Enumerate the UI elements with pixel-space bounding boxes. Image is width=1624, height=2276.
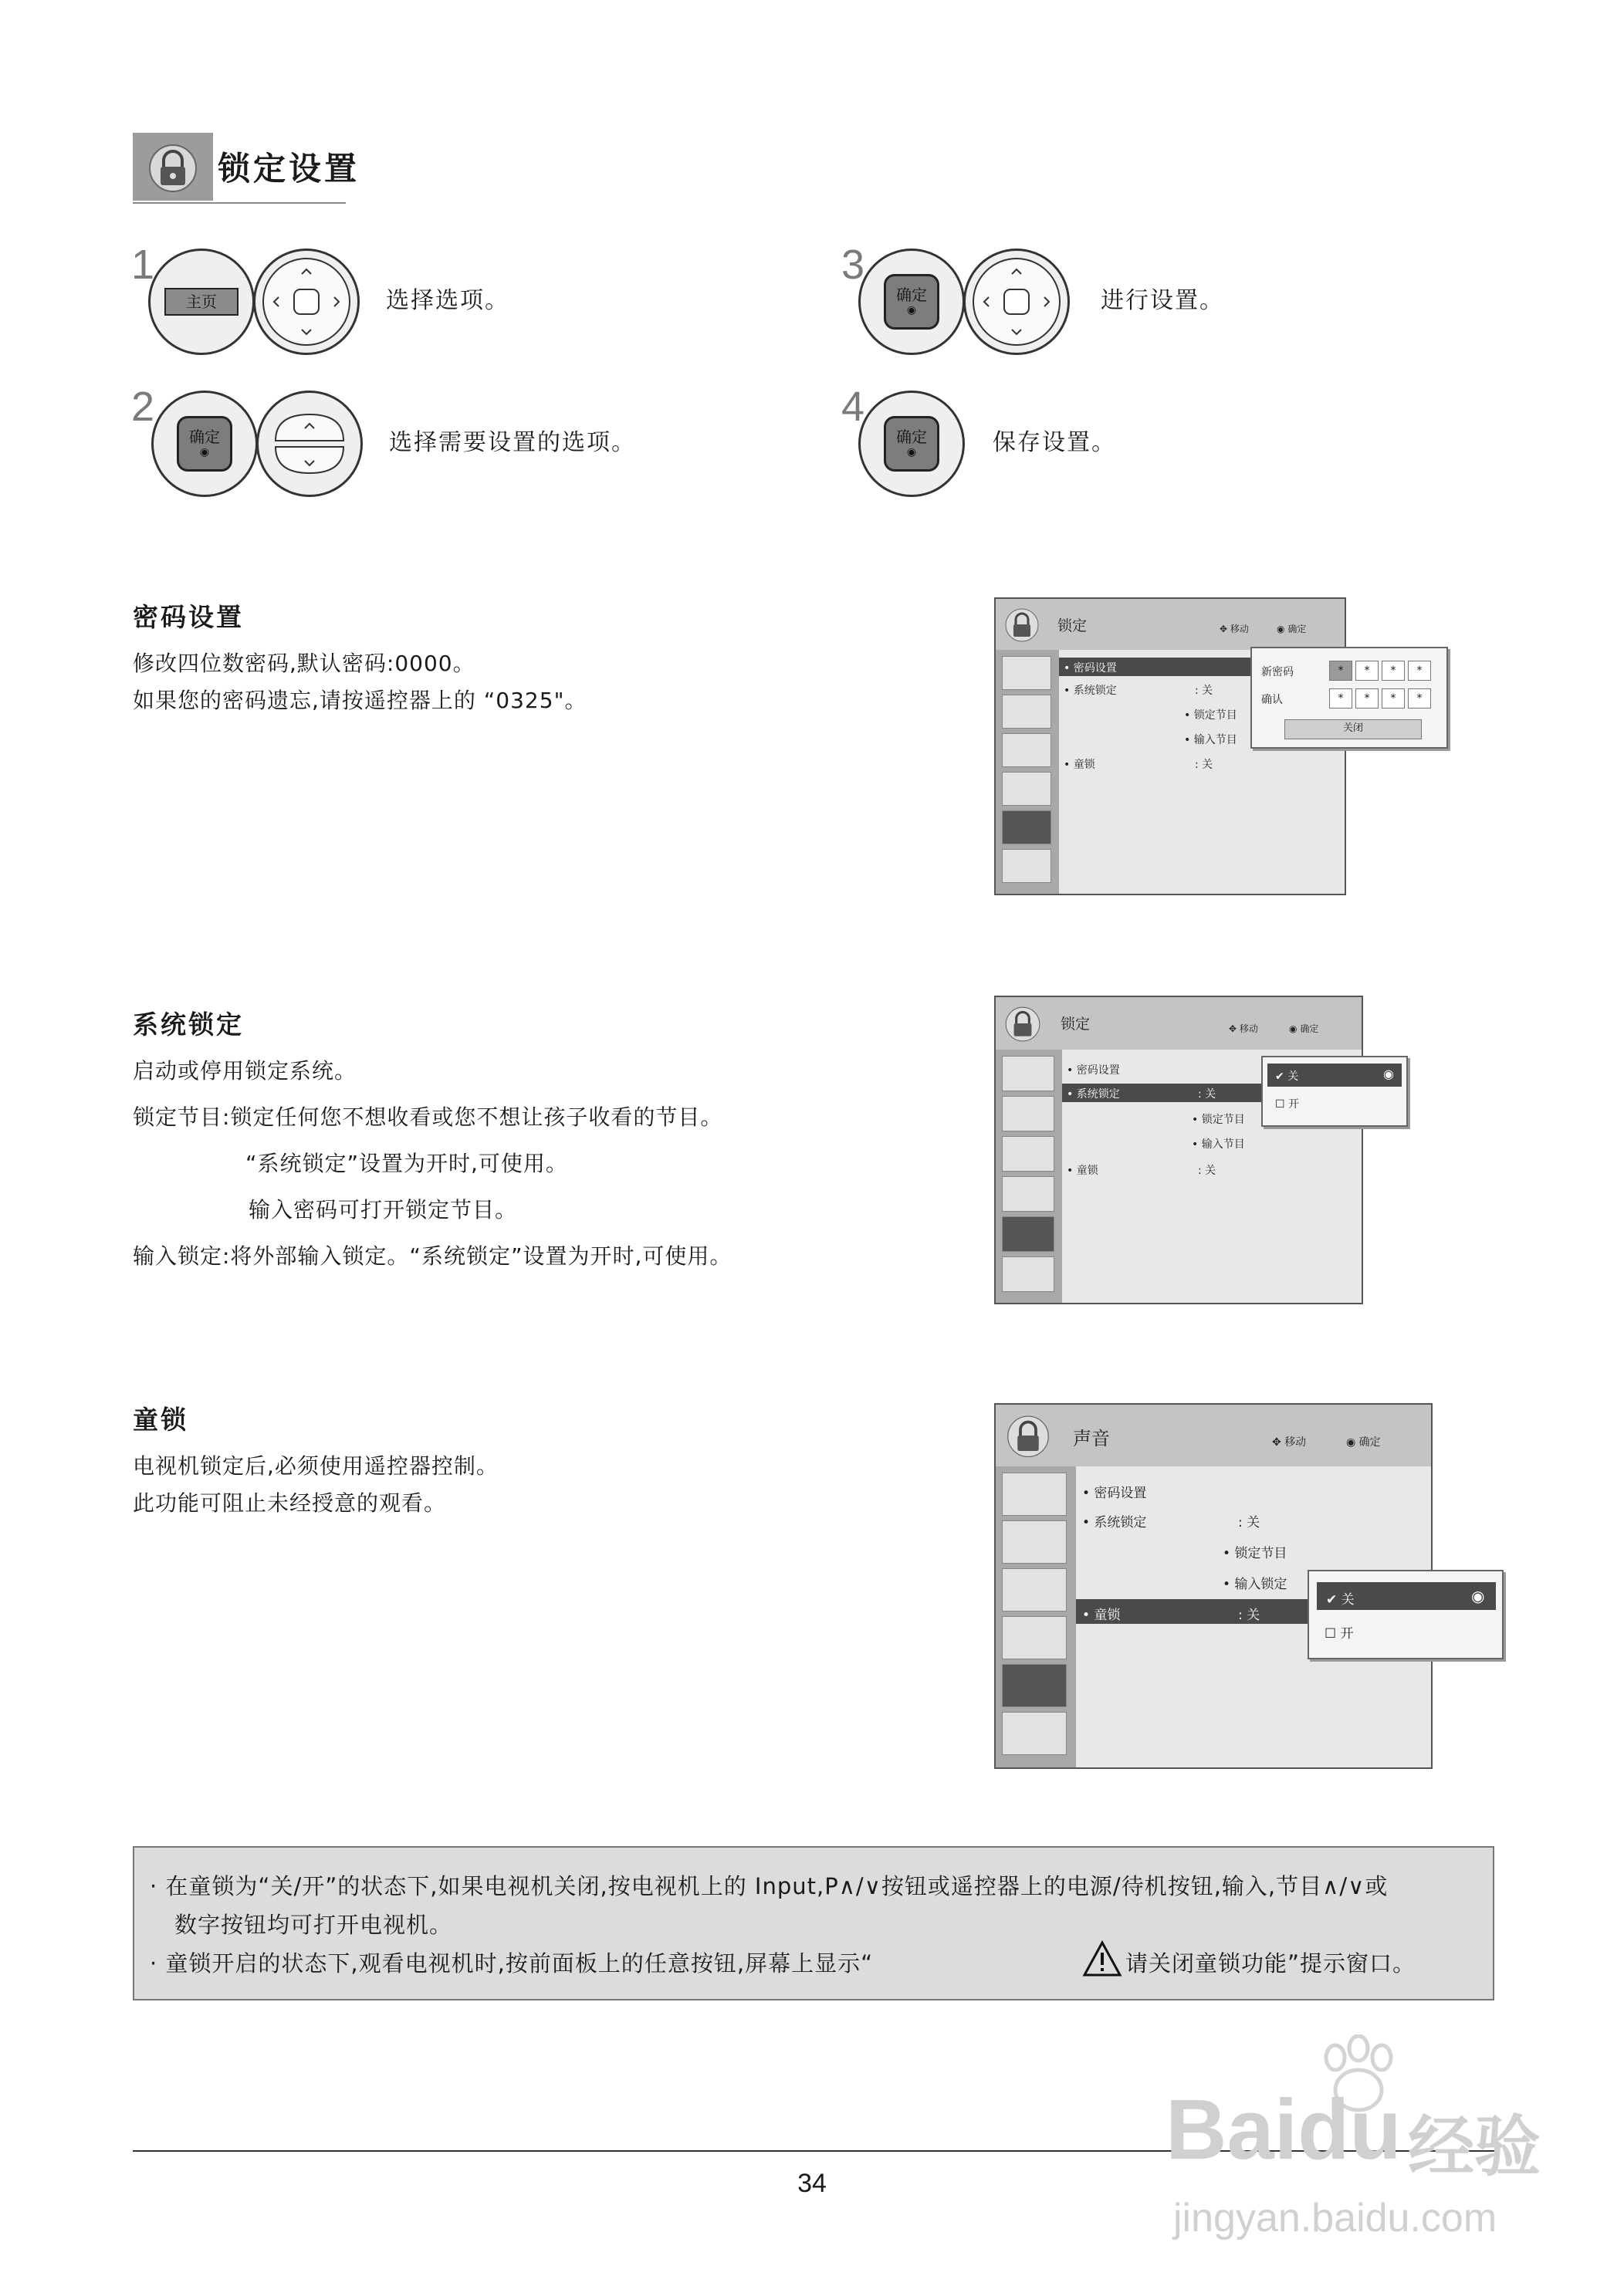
menu-item-input[interactable]: • 输入节目: [1184, 734, 1237, 746]
tv-menu-password: [994, 597, 1423, 895]
menu-item-system-lock: • 系统锁定: [1067, 1088, 1120, 1101]
step-number: 2: [131, 384, 155, 430]
lock-icon[interactable]: [1002, 810, 1051, 844]
menu-title: 声音: [1073, 1428, 1110, 1449]
lock-icon[interactable]: [1002, 1664, 1067, 1707]
menu-item-system-lock[interactable]: • 系统锁定: [1082, 1515, 1147, 1530]
up-down-ring: [256, 391, 363, 497]
ok-button-ring: [858, 391, 965, 497]
enter-icon: ◉: [1277, 624, 1285, 634]
header-icon-box: [133, 133, 213, 201]
menu-item-value: : 关: [1195, 759, 1213, 771]
step-number: 3: [841, 242, 865, 288]
menu-header: [996, 997, 1362, 1051]
lock-icon: [1003, 605, 1040, 644]
tv-menu-system-lock: [994, 996, 1394, 1304]
watermark-brand: Baidu: [1166, 2082, 1402, 2177]
menu-item-password: • 密码设置: [1064, 662, 1117, 675]
section-title-system-lock: 系统锁定: [133, 1009, 244, 1040]
warning-icon: [1082, 1940, 1122, 1977]
toolbox-icon[interactable]: [1002, 849, 1051, 883]
option-popup: [1308, 1570, 1504, 1659]
close-button[interactable]: 关闭: [1284, 719, 1422, 739]
dpad-ring: [253, 249, 360, 355]
move-icon: ✥: [1220, 624, 1228, 634]
step-number: 4: [841, 384, 865, 430]
menu-header: [996, 1405, 1431, 1468]
clock-icon[interactable]: [1002, 1616, 1067, 1659]
clock-icon[interactable]: [1002, 772, 1051, 806]
password-popup: [1250, 647, 1448, 749]
menu-sidebar: [996, 1050, 1064, 1303]
confirm-digit[interactable]: *: [1382, 688, 1405, 709]
menu-item-value: : 关: [1198, 1088, 1216, 1101]
menu-item-value: : 关: [1198, 1165, 1216, 1177]
option-on[interactable]: ☐ 开: [1275, 1098, 1300, 1111]
menu-sidebar: [996, 650, 1061, 894]
satellite-icon[interactable]: [1002, 656, 1051, 690]
step-1-text: 选择选项。: [386, 287, 509, 314]
section-text: “系统锁定”设置为开时,可使用。: [245, 1151, 568, 1176]
check-icon: ✔: [1275, 1070, 1284, 1083]
toolbox-icon[interactable]: [1002, 1712, 1067, 1755]
enter-hint: ◉ 确定: [1277, 624, 1307, 634]
home-button-ring: [148, 249, 255, 355]
satellite-icon[interactable]: [1002, 1056, 1054, 1091]
ok-icon: ◉: [1383, 1067, 1394, 1081]
dpad-icon: [255, 251, 357, 353]
up-down-keys-icon: [259, 393, 360, 495]
step-number: 1: [131, 242, 155, 288]
menu-item-lock-program[interactable]: • 锁定节目: [1192, 1114, 1245, 1126]
lock-icon: [133, 133, 213, 201]
pw-digit[interactable]: *: [1355, 661, 1379, 681]
speaker-icon[interactable]: [1002, 1568, 1067, 1611]
screen-icon[interactable]: [1002, 1096, 1054, 1131]
home-button: 主页: [164, 288, 239, 316]
menu-item-highlight[interactable]: [1076, 1599, 1346, 1624]
ok-button: 确定 ◉: [884, 274, 939, 330]
checkbox-icon: ☐: [1325, 1626, 1337, 1642]
ok-button-ring: [858, 249, 965, 355]
option-popup: [1261, 1056, 1408, 1127]
speaker-icon[interactable]: [1002, 733, 1051, 767]
dpad-icon: [966, 251, 1067, 353]
section-text: 如果您的密码遗忘,请按遥控器上的 “0325"。: [133, 688, 587, 713]
note-line: 数字按钮均可打开电视机。: [174, 1912, 453, 1938]
new-password-label: 新密码: [1261, 666, 1294, 678]
note-line: 请关闭童锁功能”提示窗口。: [1125, 1950, 1416, 1977]
confirm-digit[interactable]: *: [1408, 688, 1431, 709]
menu-item-child-lock[interactable]: • 童锁: [1064, 759, 1095, 771]
menu-item-password[interactable]: • 密码设置: [1067, 1064, 1120, 1077]
menu-item-input[interactable]: • 输入节目: [1192, 1138, 1245, 1151]
menu-item-password[interactable]: • 密码设置: [1082, 1486, 1147, 1501]
section-text: 输入密码可打开锁定节目。: [249, 1197, 518, 1223]
step-3-text: 进行设置。: [1101, 287, 1224, 314]
option-off-selected[interactable]: ✔ 关 ◉: [1317, 1582, 1496, 1610]
note-line: · 在童锁为“关/开”的状态下,如果电视机关闭,按电视机上的 Input,P∧/∨按钮或遥控器上的电源/待机按钮,输入,节目∧/∨或: [150, 1873, 1389, 1899]
pw-digit[interactable]: *: [1382, 661, 1405, 681]
menu-header: [996, 599, 1345, 651]
menu-item-highlight[interactable]: [1059, 658, 1277, 676]
menu-item-value: : 关: [1195, 685, 1213, 697]
watermark-url: jingyan.baidu.com: [1173, 2196, 1497, 2240]
satellite-icon[interactable]: [1002, 1473, 1067, 1516]
ok-button: 确定 ◉: [884, 416, 939, 472]
ok-icon: ◉: [1471, 1587, 1485, 1605]
section-text: 修改四位数密码,默认密码:0000。: [133, 651, 475, 676]
move-icon: ✥: [1272, 1436, 1281, 1449]
move-hint: ✥ 移动: [1229, 1023, 1258, 1034]
menu-item-child-lock: • 童锁: [1082, 1608, 1121, 1623]
check-icon: ✔: [1326, 1592, 1338, 1608]
section-title-child-lock: 童锁: [133, 1405, 188, 1435]
screen-icon[interactable]: [1002, 695, 1051, 729]
checkbox-icon: ☐: [1275, 1098, 1285, 1111]
option-off-selected[interactable]: ✔ 关 ◉: [1267, 1064, 1402, 1087]
ok-button: 确定 ◉: [177, 416, 232, 472]
section-text: 锁定节目:锁定任何您不想收看或您不想让孩子收看的节目。: [133, 1104, 723, 1130]
menu-item-lock-program[interactable]: • 锁定节目: [1223, 1546, 1287, 1561]
lock-icon: [1005, 1411, 1051, 1460]
lock-icon[interactable]: [1002, 1216, 1054, 1252]
section-text: 输入锁定:将外部输入锁定。“系统锁定”设置为开时,可使用。: [133, 1243, 732, 1269]
menu-item-input-lock[interactable]: • 输入锁定: [1223, 1577, 1287, 1592]
note-box: [133, 1846, 1494, 2000]
speaker-icon[interactable]: [1002, 1136, 1054, 1172]
clock-icon[interactable]: [1002, 1176, 1054, 1212]
menu-item-system-lock[interactable]: • 系统锁定: [1064, 685, 1117, 697]
page-number: 34: [797, 2169, 827, 2198]
section-text: 此功能可阻止未经授意的观看。: [133, 1490, 447, 1516]
page-title: 锁定设置: [218, 150, 360, 188]
title-underline: [133, 202, 346, 204]
dpad-ring: [963, 249, 1070, 355]
watermark-cn: 经验: [1408, 2110, 1541, 2184]
step-2-text: 选择需要设置的选项。: [389, 429, 636, 456]
confirm-label: 确认: [1261, 694, 1283, 706]
menu-item-lock-program[interactable]: • 锁定节目: [1184, 709, 1237, 722]
enter-icon: ◉: [1346, 1436, 1356, 1449]
ok-button-ring: [151, 391, 258, 497]
enter-hint: ◉ 确定: [1289, 1023, 1319, 1034]
menu-item-value: : 关: [1238, 1608, 1260, 1623]
menu-title: 锁定: [1057, 617, 1088, 634]
menu-item-value: : 关: [1238, 1515, 1260, 1530]
note-line: · 童锁开启的状态下,观看电视机时,按前面板上的任意按钮,屏幕上显示“: [150, 1950, 874, 1977]
menu-title: 锁定: [1061, 1016, 1091, 1033]
move-hint: ✥ 移动: [1272, 1436, 1307, 1449]
menu-item-highlight[interactable]: [1062, 1084, 1278, 1102]
lock-icon: [1003, 1003, 1042, 1043]
confirm-digit[interactable]: *: [1355, 688, 1379, 709]
toolbox-icon[interactable]: [1002, 1256, 1054, 1292]
confirm-digit[interactable]: *: [1329, 688, 1352, 709]
move-icon: ✥: [1229, 1023, 1237, 1034]
move-hint: ✥ 移动: [1220, 624, 1249, 634]
section-title-password: 密码设置: [133, 602, 244, 632]
screen-icon[interactable]: [1002, 1520, 1067, 1564]
tv-menu-child-lock: [994, 1403, 1485, 1769]
section-text: 启动或停用锁定系统。: [133, 1058, 357, 1084]
option-on[interactable]: ☐ 开: [1325, 1626, 1354, 1642]
pw-digit[interactable]: *: [1329, 661, 1352, 681]
step-4-text: 保存设置。: [993, 429, 1116, 456]
enter-hint: ◉ 确定: [1346, 1436, 1381, 1449]
section-text: 电视机锁定后,必须使用遥控器控制。: [133, 1453, 499, 1479]
menu-item-child-lock[interactable]: • 童锁: [1067, 1165, 1098, 1177]
menu-sidebar: [996, 1466, 1078, 1767]
pw-digit[interactable]: *: [1408, 661, 1431, 681]
enter-icon: ◉: [1289, 1023, 1298, 1034]
